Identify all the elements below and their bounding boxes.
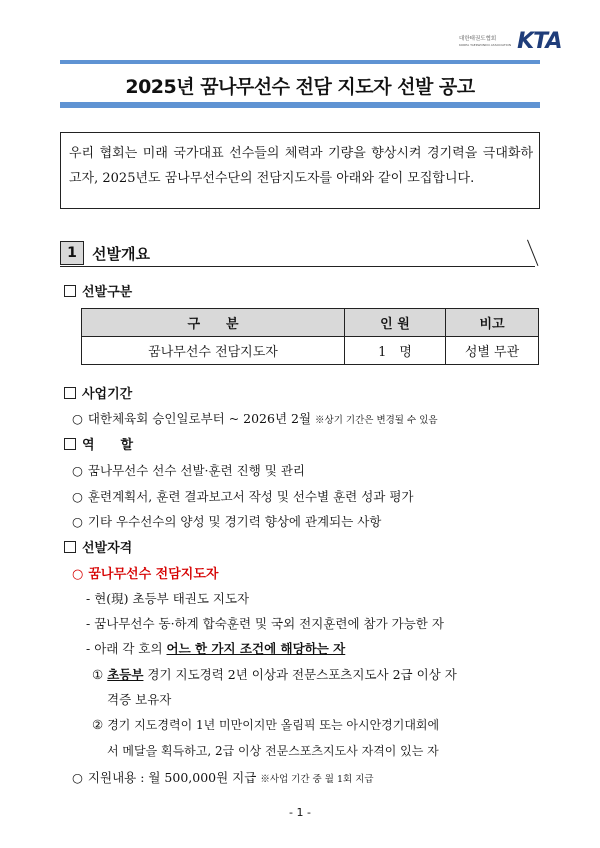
qualification-dash-text: 현(現) 초등부 태권도 지도자 [94, 591, 250, 606]
condition-1-line1: 경기 지도경력 2년 이상과 전문스포츠지도사 2급 이상 자 [143, 667, 457, 682]
checkbox-square-icon [64, 387, 76, 399]
role-text: 꿈나무선수 선수 선발·훈련 진행 및 관리 [87, 463, 305, 478]
role-text: 기타 우수선수의 양성 및 경기력 향상에 관계되는 사항 [87, 514, 382, 529]
condition-1 [92, 665, 457, 683]
org-name [459, 36, 511, 47]
circle-bullet-icon: ○ [72, 489, 83, 504]
header-logo [459, 30, 561, 52]
qualification-dash3-prefix: 아래 각 호의 [94, 641, 167, 656]
list-item: - 현(現) 초등부 태권도 지도자 [86, 591, 250, 606]
list-item: - 아래 각 호의 어느 한 가지 조건에 해당하는 자 [86, 641, 346, 656]
condition-2-cont [107, 742, 439, 759]
subheading-qualification-label: 선발자격 [82, 541, 133, 556]
table-header-cell: 구 분 [82, 309, 345, 337]
table-cell: 1 명 [345, 337, 446, 365]
circle-bullet-icon: ○ [72, 514, 83, 529]
period-item [72, 409, 438, 427]
list-item [72, 512, 381, 530]
table-cell: 꿈나무선수 전담지도자 [82, 337, 345, 365]
period-text: 대한체육회 승인일로부터 ~ 2026년 2월 [87, 411, 312, 426]
support-note: ※사업 기간 중 월 1회 지급 [260, 774, 374, 785]
section-slash [527, 240, 538, 266]
condition-1-cont [107, 690, 171, 708]
subheading-selection-label: 선발구분 [82, 285, 133, 300]
qualification-target [72, 563, 218, 582]
subheading-period-label: 사업기간 [82, 387, 133, 402]
checkbox-square-icon [64, 438, 76, 450]
circle-bullet-icon: ○ [72, 463, 83, 478]
condition-marker: ② [92, 717, 104, 732]
table-header-row [82, 309, 539, 337]
condition-1-line2: 격증 보유자 [107, 692, 172, 707]
section-title: 선발개요 [92, 245, 150, 263]
support-text: 지원내용 : 월 500,000원 지급 [87, 770, 257, 785]
list-item: - 꿈나무선수 동·하계 합숙훈련 및 국외 전지훈련에 참가 가능한 자 [86, 616, 444, 631]
subheading-role-label: 역 할 [82, 438, 134, 453]
condition-2-line2: 서 메달을 획득하고, 2급 이상 전문스포츠지도사 자격이 있는 자 [107, 744, 439, 758]
condition-1-emph: 초등부 [107, 667, 144, 682]
kta-logo: KTA [517, 28, 562, 54]
support-item [72, 768, 374, 786]
checkbox-square-icon [64, 541, 76, 553]
subheading-qualification [64, 537, 132, 556]
circle-bullet-icon: ○ [72, 411, 83, 426]
section-number: 1 [60, 241, 84, 265]
subheading-role [64, 434, 133, 453]
condition-2-line1: 경기 지도경력이 1년 미만이지만 올림픽 또는 아시안경기대회에 [107, 718, 440, 732]
selection-table [81, 308, 539, 365]
page-title: 2025년 꿈나무선수 전담 지도자 선발 공고 [125, 76, 475, 98]
period-note: ※상기 기간은 변경될 수 있음 [315, 415, 438, 426]
org-name-en: KOREA TAEKWONDO ASSOCIATION [459, 42, 512, 47]
condition-2 [92, 716, 439, 733]
checkbox-square-icon [64, 285, 76, 297]
qualification-dash3-emph: 어느 한 가지 조건에 해당하는 자 [166, 641, 346, 656]
qualification-dash-text: 꿈나무선수 동·하계 합숙훈련 및 국외 전지훈련에 참가 가능한 자 [94, 616, 444, 631]
table-cell: 성별 무관 [446, 337, 539, 365]
intro-box: 우리 협회는 미래 국가대표 선수들의 체력과 기량을 향상시켜 경기력을 극대화하고자, 2025년도 꿈나무선수단의 전담지도자를 아래와 같이 모집합니다. [60, 132, 540, 209]
title-bottom-rule [60, 102, 540, 108]
title-top-rule [60, 60, 540, 64]
table-header-cell: 인 원 [345, 309, 446, 337]
table-header-cell: 비고 [446, 309, 539, 337]
circle-bullet-icon: ○ [72, 770, 83, 785]
subheading-period [64, 383, 132, 402]
list-item [72, 487, 413, 505]
circle-bullet-icon: ○ [72, 567, 84, 582]
qualification-target-text: 꿈나무선수 전담지도자 [88, 567, 219, 582]
org-name-ko: 대한태권도협회 [459, 35, 497, 42]
table-row [82, 337, 539, 365]
list-item [72, 461, 305, 479]
subheading-selection [64, 281, 132, 300]
section-underline [60, 266, 535, 267]
role-text: 훈련계획서, 훈련 결과보고서 작성 및 선수별 훈련 성과 평가 [87, 489, 414, 504]
page-number: - 1 - [289, 806, 311, 819]
condition-marker: ① [92, 667, 104, 682]
